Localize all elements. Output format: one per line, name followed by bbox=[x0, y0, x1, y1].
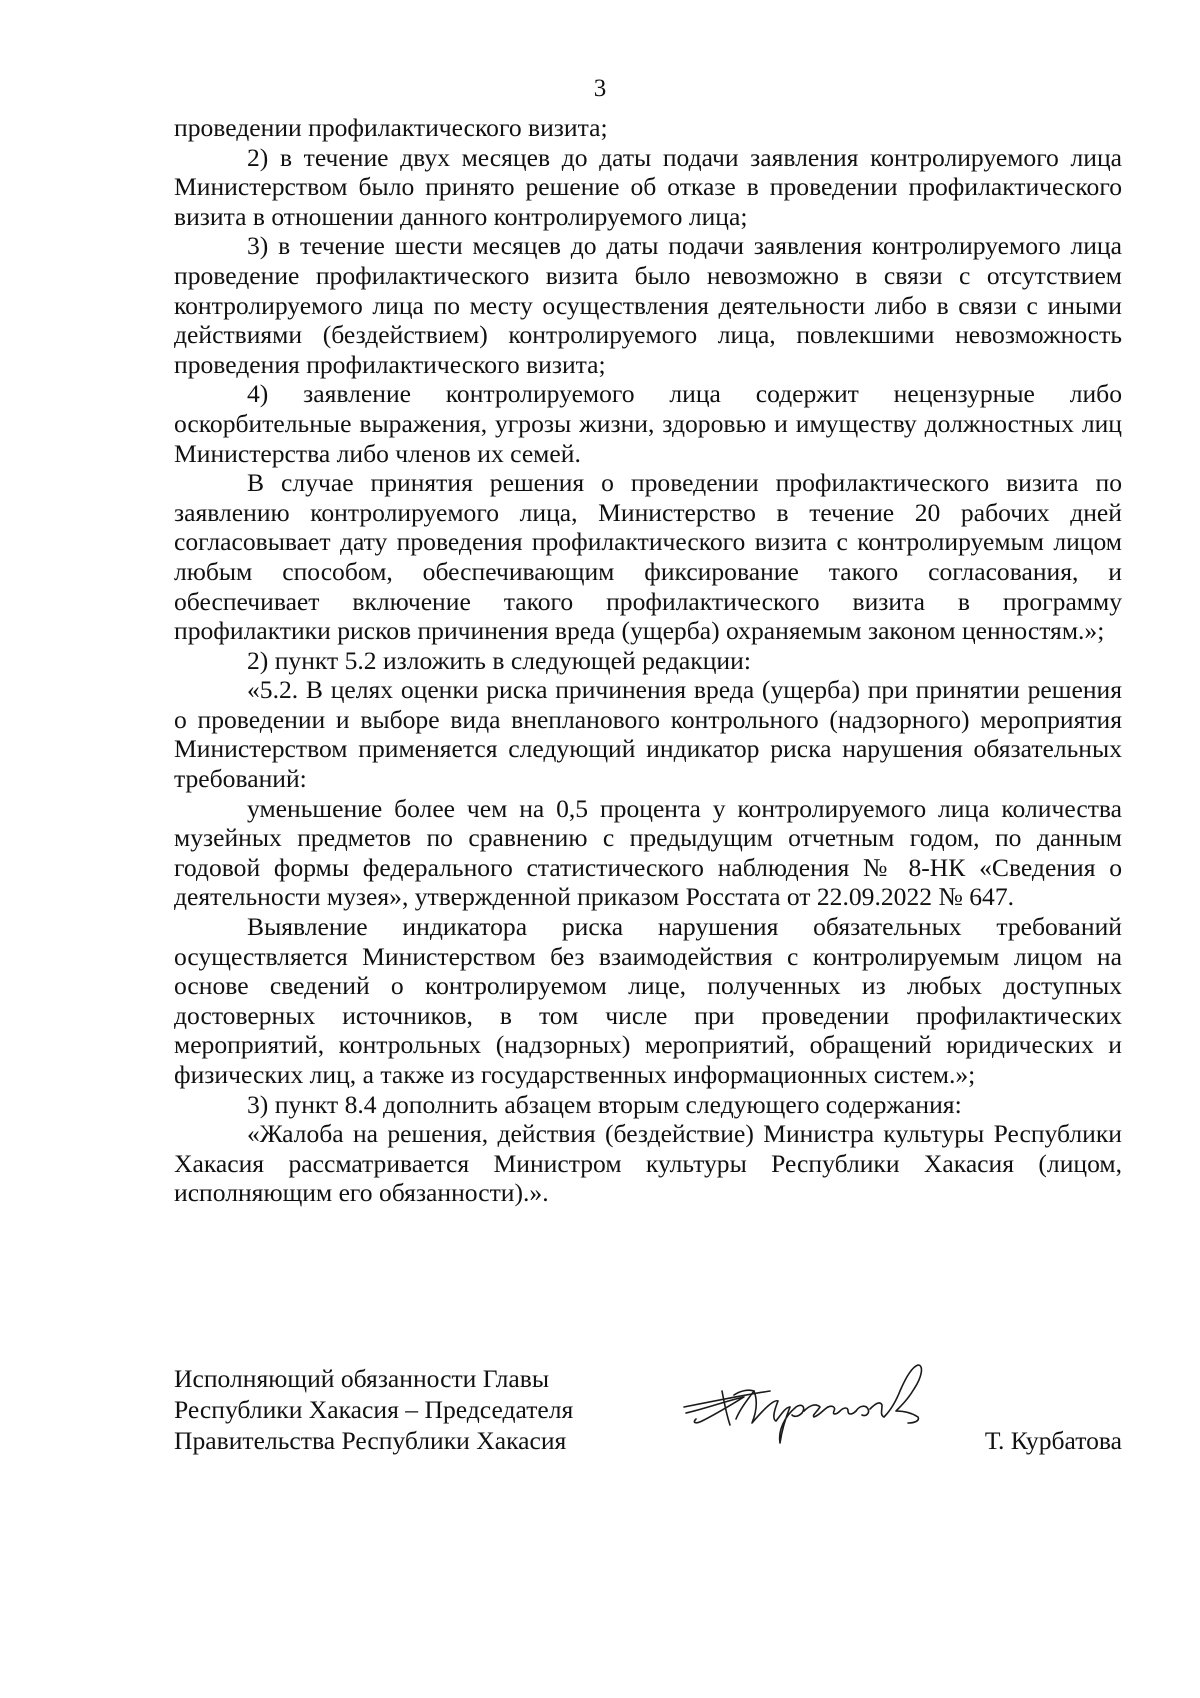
paragraph-clause-5-2: «5.2. В целях оценки риска причинения вреда (ущерба) при принятии решения о проведении и выборе вида внепланового контрольного (надзорного) мероприятия Министерством применяется следующий индикатор риска нарушения обязательных требований: bbox=[174, 675, 1122, 794]
signatory-title bbox=[174, 1363, 573, 1456]
handwritten-signature bbox=[674, 1351, 944, 1451]
paragraph-risk-indicator: уменьшение более чем на 0,5 процента у контролируемого лица количества музейных предметов по сравнению с предыдущим отчетным годом, по данным годовой формы федерального статистического наблюдения № 8-НК «Сведения о деятельности музея», утвержденной приказом Росстата от 22.09.2022 № 647. bbox=[174, 793, 1122, 912]
document-body bbox=[174, 113, 1122, 1208]
signatory-title-line: Правительства Республики Хакасия bbox=[174, 1426, 567, 1455]
paragraph-amendment-8-4: 3) пункт 8.4 дополнить абзацем вторым следующего содержания: bbox=[247, 1089, 962, 1119]
paragraph-item-3: 3) в течение шести месяцев до даты подачи заявления контролируемого лица проведение профилактического визита было невозможно в связи с отсутствием контролируемого лица по месту осуществления деятельности либо в связи с иными действиями (бездействием) контролируемого лица, повлекшими невозможность проведения профилактического визита; bbox=[174, 231, 1122, 379]
signatory-name: Т. Курбатова bbox=[984, 1426, 1122, 1455]
paragraph-decision: В случае принятия решения о проведении профилактического визита по заявлению контролируемого лица, Министерство в течение 20 рабочих дней согласовывает дату проведения профилактического визита с контролируемым лицом любым способом, обеспечивающим фиксирование такого согласования, и обеспечивает включение такого профилактического визита в программу профилактики рисков причинения вреда (ущерба) охраняемым законом ценностям.»; bbox=[174, 468, 1122, 646]
paragraph-continuation: проведении профилактического визита; bbox=[174, 113, 608, 142]
paragraph-amendment-5-2: 2) пункт 5.2 изложить в следующей редакции: bbox=[247, 645, 751, 675]
paragraph-item-2: 2) в течение двух месяцев до даты подачи заявления контролируемого лица Министерством было принято решение об отказе в проведении профилактического визита в отношении данного контролируемого лица; bbox=[174, 142, 1122, 231]
signature-block bbox=[174, 1363, 1122, 1473]
signatory-title-line: Республики Хакасия – Председателя bbox=[174, 1395, 574, 1424]
paragraph-complaint: «Жалоба на решения, действия (бездействие) Министра культуры Республики Хакасия рассматривается Министром культуры Республики Хакасия (лицом, исполняющим его обязанности).». bbox=[174, 1119, 1122, 1208]
page-number: 3 bbox=[593, 75, 607, 102]
paragraph-indicator-detection: Выявление индикатора риска нарушения обязательных требований осуществляется Министерством без взаимодействия с контролируемым лицом на основе сведений о контролируемом лице, полученных из любых доступных достоверных источников, в том числе при проведении профилактических мероприятий, контрольных (надзорных) мероприятий, обращений юридических и физических лиц, а также из государственных информационных систем.»; bbox=[174, 912, 1122, 1089]
paragraph-item-4: 4) заявление контролируемого лица содержит нецензурные либо оскорбительные выражения, угрозы жизни, здоровью и имуществу должностных лиц Министерства либо членов их семей. bbox=[174, 379, 1122, 468]
signatory-title-line: Исполняющий обязанности Главы bbox=[174, 1364, 550, 1393]
